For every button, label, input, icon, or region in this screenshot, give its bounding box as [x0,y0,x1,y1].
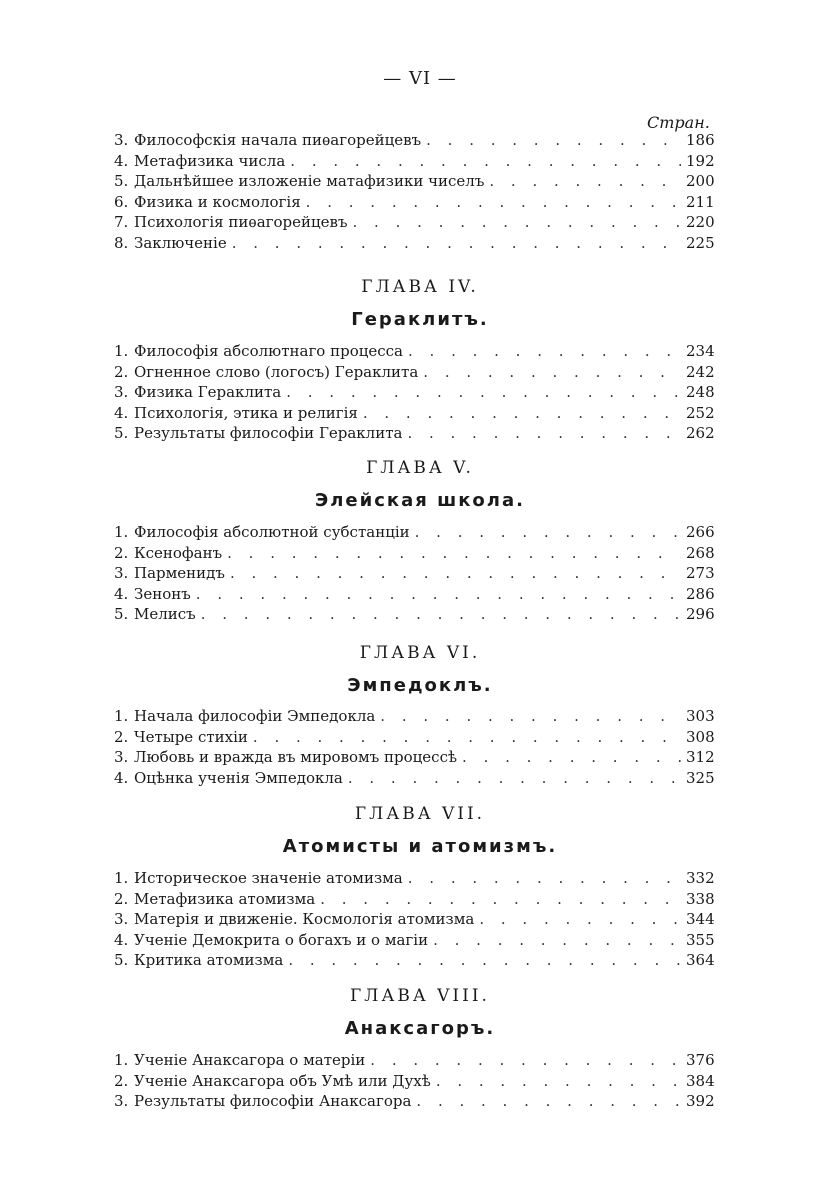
dot-leader [380,706,681,727]
dot-leader [196,584,681,605]
entry-page: 364 [686,951,715,970]
dot-leader [290,151,681,172]
toc-entry[interactable]: 3. Любовь и вражда въ мировомъ процессѣ . . . 312 [114,747,714,768]
dot-leader [415,522,681,543]
toc-entry[interactable]: 3. Парменидъ . . . 273 [114,563,714,584]
toc-entry[interactable]: 4. Зенонъ . . . 286 [114,584,714,605]
page-column-label: Стран. [647,113,710,132]
entry-page: 355 [686,930,715,949]
entry-title: Физика Гераклита [134,383,282,402]
entry-title: Парменидъ [134,564,225,583]
entry-page: 186 [686,131,715,149]
entry-title: Психологія, этика и религія [134,403,358,422]
toc-entry[interactable]: 5. Мелисъ . . . 296 [114,604,714,625]
entry-page: 211 [686,192,715,211]
dot-leader [436,1071,681,1092]
toc-entry[interactable]: 2. Метафизика атомизма . . . 338 [114,889,714,910]
dot-leader [426,130,681,151]
entry-title: Метафизика числа [134,151,286,170]
entry-page: 303 [686,707,715,725]
entry-page: 384 [686,1071,715,1090]
chapter-heading: ГЛАВА VIII. [350,986,490,1006]
entry-title: Результаты философіи Гераклита [134,424,403,443]
dot-leader [348,768,681,789]
toc-entry[interactable]: 5. Дальнѣйшее изложеніе матафизики чиселъ . . . 200 [114,171,714,192]
entry-title: Начала философіи Эмпедокла [134,707,376,725]
dot-leader [407,423,681,444]
dot-leader [201,604,681,625]
entry-page: 220 [686,213,715,232]
entry-page: 344 [686,910,715,929]
entry-title: Мелисъ [134,605,196,624]
toc-entry[interactable]: 7. Психологія пиѳагорейцевъ . . . 220 [114,212,714,233]
entry-title: Любовь и вражда въ мировомъ процессѣ [134,748,458,767]
toc-entry[interactable]: 1. Историческое значеніе атомизма . . . 332 [114,868,714,889]
entry-page: 225 [686,233,715,252]
entry-page: 392 [686,1092,715,1111]
chapter-title: Атомисты и атомизмъ. [282,836,558,857]
entry-title: Ученіе Демокрита о богахъ и о магіи [134,930,429,949]
entry-title: Ученіе Анаксагора объ Умѣ или Духѣ [134,1071,431,1090]
dot-leader [230,563,681,584]
toc-entry[interactable]: 2. Четыре стихіи . . . 308 [114,727,714,748]
entry-page: 308 [686,727,715,746]
page-number-header: — VI — [383,68,457,89]
dot-leader [408,341,681,362]
entry-page: 296 [686,605,715,624]
toc-section-0 [114,130,714,254]
dot-leader [306,192,681,213]
toc-section-2 [114,522,714,625]
dot-leader [423,362,681,383]
entry-title: Огненное слово (логосъ) Гераклита [134,362,419,381]
toc-entry[interactable]: 6. Физика и космологія . . . 211 [114,192,714,213]
toc-entry[interactable]: 8. Заключеніе . . . 225 [114,233,714,254]
chapter-title: Элейская школа. [315,490,525,511]
chapter-title: Эмпедоклъ. [347,675,493,696]
entry-title: Психологія пиѳагорейцевъ [134,213,348,232]
entry-page: 242 [686,362,715,381]
entry-page: 266 [686,523,715,541]
entry-title: Заключеніе [134,233,227,252]
entry-page: 273 [686,564,715,583]
toc-entry[interactable]: 2. Ученіе Анаксагора объ Умѣ или Духѣ . . . 384 [114,1071,714,1092]
chapter-heading: ГЛАВА IV. [361,277,479,297]
chapter-heading: ГЛАВА VII. [354,804,486,824]
entry-page: 286 [686,584,715,603]
toc-entry[interactable]: 1. Философія абсолютной субстанціи . . . 266 [114,522,714,543]
entry-title: Философія абсолютнаго процесса [134,342,403,360]
entry-page: 338 [686,889,715,908]
dot-leader [286,382,681,403]
entry-title: Физика и космологія [134,192,301,211]
toc-entry[interactable]: 1. Начала философіи Эмпедокла . . . 303 [114,706,714,727]
dot-leader [433,930,681,951]
dot-leader [253,727,681,748]
toc-section-1 [114,341,714,444]
entry-title: Ученіе Анаксагора о матеріи [134,1051,366,1069]
chapter-title: Анаксагоръ. [344,1018,496,1039]
toc-entry[interactable]: 3. Философскія начала пиѳагорейцевъ . . . 186 [114,130,714,151]
toc-entry[interactable]: 5. Критика атомизма . . . 364 [114,950,714,971]
dot-leader [489,171,681,192]
dot-leader [227,543,681,564]
entry-page: 248 [686,383,715,402]
toc-entry[interactable]: 4. Метафизика числа . . . 192 [114,151,714,172]
entry-title: Ксенофанъ [134,543,223,562]
entry-page: 252 [686,403,715,422]
toc-section-4 [114,868,714,971]
chapter-heading: ГЛАВА V. [366,458,474,478]
toc-entry[interactable]: 2. Огненное слово (логосъ) Гераклита . . . 242 [114,362,714,383]
dot-leader [363,403,681,424]
entry-title: Философскія начала пиѳагорейцевъ [134,131,422,149]
toc-entry[interactable]: 1. Ученіе Анаксагора о матеріи . . . 376 [114,1050,714,1071]
toc-entry[interactable]: 4. Ученіе Демокрита о богахъ и о магіи . . . 355 [114,930,714,951]
entry-title: Зенонъ [134,584,191,603]
toc-entry[interactable]: 4. Оцѣнка ученія Эмпедокла . . . 325 [114,768,714,789]
toc-entry[interactable]: 5. Результаты философіи Гераклита . . . 262 [114,423,714,444]
dot-leader [416,1091,681,1112]
chapter-title: Гераклитъ. [351,309,489,330]
entry-page: 376 [686,1051,715,1069]
entry-page: 325 [686,768,715,787]
entry-page: 234 [686,342,715,360]
toc-entry[interactable]: 3. Физика Гераклита . . . 248 [114,382,714,403]
entry-page: 332 [686,869,715,887]
entry-title: Метафизика атомизма [134,889,316,908]
toc-entry[interactable]: 1. Философія абсолютнаго процесса . . . 234 [114,341,714,362]
dot-leader [462,747,681,768]
toc-entry[interactable]: 3. Матерія и движеніе. Космологія атомизма . . . 344 [114,909,714,930]
entry-title: Четыре стихіи [134,727,248,746]
entry-title: Критика атомизма [134,951,284,970]
dot-leader [479,909,681,930]
dot-leader [320,889,681,910]
dot-leader [232,233,681,254]
entry-title: Результаты философіи Анаксагора [134,1092,412,1111]
dot-leader [288,950,681,971]
entry-title: Дальнѣйшее изложеніе матафизики чиселъ [134,172,485,191]
entry-page: 268 [686,543,715,562]
entry-page: 312 [686,748,715,767]
toc-entry[interactable]: 3. Результаты философіи Анаксагора . . . 392 [114,1091,714,1112]
entry-page: 200 [686,172,715,191]
entry-title: Философія абсолютной субстанціи [134,523,410,541]
entry-title: Матерія и движеніе. Космологія атомизма [134,910,475,929]
toc-section-3 [114,706,714,788]
toc-entry[interactable]: 4. Психологія, этика и религія . . . 252 [114,403,714,424]
entry-page: 262 [686,424,715,443]
entry-page: 192 [686,151,715,170]
entry-title: Оцѣнка ученія Эмпедокла [134,768,343,787]
toc-section-5 [114,1050,714,1112]
dot-leader [370,1050,681,1071]
entry-title: Историческое значеніе атомизма [134,869,403,887]
dot-leader [408,868,681,889]
chapter-heading: ГЛАВА VI. [359,643,481,663]
toc-entry[interactable]: 2. Ксенофанъ . . . 268 [114,543,714,564]
dot-leader [353,212,681,233]
